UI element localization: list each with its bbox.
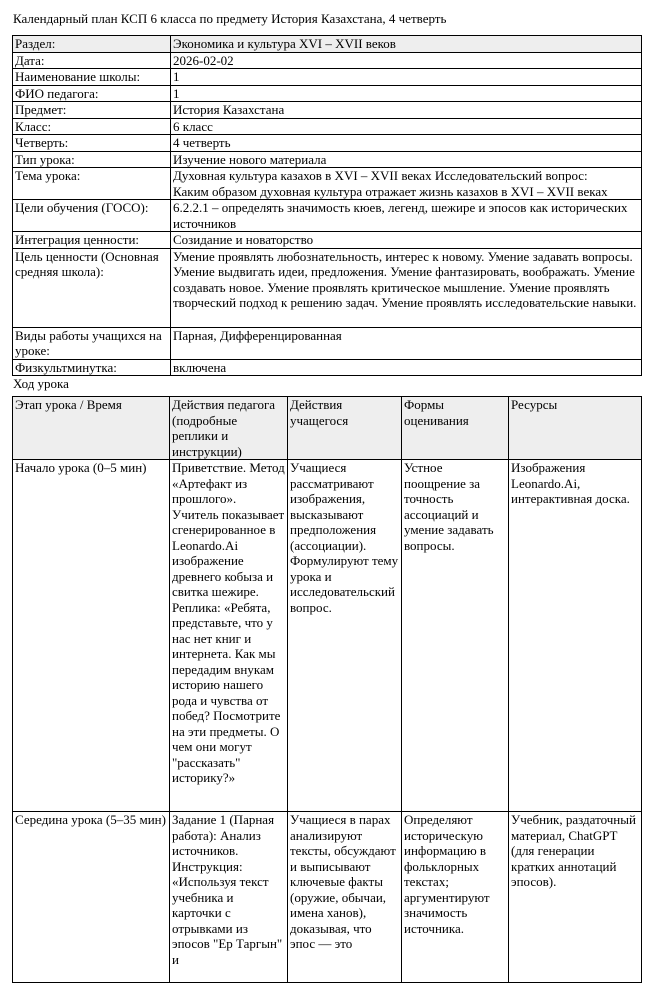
- info-row-quarter: [13, 135, 642, 152]
- resources-cell: Изображения Leonardo.Ai, интерактивная доска.: [509, 460, 642, 812]
- info-row-exercise-break: [13, 359, 642, 376]
- info-label: Интеграция ценности:: [13, 232, 171, 249]
- teacher-actions-cell: Приветствие. Метод «Артефакт из прошлого». Учитель показывает сгенерированное в Leonardo.Ai изображение древнего кобыза и свитка шежире. Реплика: «Ребята, представьте, что у нас нет книг и интернета. Как мы передадим внукам историю нашего рода и чувства от побед? Посмотрите на эти предметы. О чем они могут "рассказать" историку?»: [170, 460, 288, 812]
- info-value: Изучение нового материала: [171, 151, 642, 168]
- info-value: 6 класс: [171, 118, 642, 135]
- info-label: Дата:: [13, 52, 171, 69]
- info-value: 2026-02-02: [171, 52, 642, 69]
- info-value: Духовная культура казахов в XVI – XVII веках Исследовательский вопрос: Каким образом духовная культура отражает жизнь казахов в XVI – XVII веках: [171, 168, 642, 200]
- info-value: 4 четверть: [171, 135, 642, 152]
- assessment-cell: Устное поощрение за точность ассоциаций и умение задавать вопросы.: [402, 460, 509, 812]
- info-label: Тема урока:: [13, 168, 171, 200]
- info-label: Физкультминутка:: [13, 359, 171, 376]
- info-label: Раздел:: [13, 36, 171, 53]
- lesson-flow-table: [12, 396, 642, 983]
- info-value: Экономика и культура XVI – XVII веков: [171, 36, 642, 53]
- info-label: Предмет:: [13, 102, 171, 119]
- lesson-info-table: [12, 35, 642, 376]
- info-label: Тип урока:: [13, 151, 171, 168]
- student-actions-cell: Учащиеся в парах анализируют тексты, обсуждают и выписывают ключевые факты (оружие, обычаи, имена ханов), доказывая, что эпос — это: [288, 812, 402, 983]
- stage-cell: Середина урока (5–35 мин): [13, 812, 170, 983]
- info-row-date: [13, 52, 642, 69]
- info-label: Цели обучения (ГОСО):: [13, 200, 171, 232]
- info-value: включена: [171, 359, 642, 376]
- document-title: Календарный план КСП 6 класса по предмету История Казахстана, 4 четверть: [13, 11, 447, 26]
- column-header: Этап урока / Время: [13, 397, 170, 460]
- table-row: [13, 812, 642, 983]
- teacher-actions-cell: Задание 1 (Парная работа): Анализ источников. Инструкция: «Используя текст учебника и карточки с отрывками из эпосов "Ер Таргын" и: [170, 812, 288, 983]
- info-value: Умение проявлять любознательность, интерес к новому. Умение задавать вопросы. Умение выдвигать идеи, предложения. Умение фантазировать, воображать. Умение создавать новое. Умение проявлять критическое мышление. Умение проявлять творческий подход к решению задач. Умение проявлять исследовательские навыки.: [171, 248, 642, 327]
- info-label: Виды работы учащихся на уроке:: [13, 327, 171, 359]
- student-actions-cell: Учащиеся рассматривают изображения, высказывают предположения (ассоциации). Формулируют тему урока и исследовательский вопрос.: [288, 460, 402, 812]
- info-value: 6.2.2.1 – определять значимость кюев, легенд, шежире и эпосов как исторических источников: [171, 200, 642, 232]
- lesson-flow-heading: Ход урока: [13, 376, 69, 391]
- info-row-subject: [13, 102, 642, 119]
- info-value: 1: [171, 85, 642, 102]
- info-row-work-types: [13, 327, 642, 359]
- resources-cell: Учебник, раздаточный материал, ChatGPT (для генерации кратких аннотаций эпосов).: [509, 812, 642, 983]
- info-value: История Казахстана: [171, 102, 642, 119]
- info-value: 1: [171, 69, 642, 86]
- info-row-school: [13, 69, 642, 86]
- info-label: Цель ценности (Основная средняя школа):: [13, 248, 171, 327]
- table-row: [13, 460, 642, 812]
- info-row-grade: [13, 118, 642, 135]
- column-header: Действия педагога (подробные реплики и инструкции): [170, 397, 288, 460]
- column-header: Ресурсы: [509, 397, 642, 460]
- column-header: Действия учащегося: [288, 397, 402, 460]
- info-row-section: [13, 36, 642, 53]
- info-row-value-integration: [13, 232, 642, 249]
- lesson-flow-header-row: [13, 397, 642, 460]
- info-row-objectives: [13, 200, 642, 232]
- info-label: Наименование школы:: [13, 69, 171, 86]
- info-row-value-goal: [13, 248, 642, 327]
- info-row-teacher: [13, 85, 642, 102]
- info-label: Четверть:: [13, 135, 171, 152]
- info-label: ФИО педагога:: [13, 85, 171, 102]
- column-header: Формы оценивания: [402, 397, 509, 460]
- info-value: Созидание и новаторство: [171, 232, 642, 249]
- stage-cell: Начало урока (0–5 мин): [13, 460, 170, 812]
- info-label: Класс:: [13, 118, 171, 135]
- info-value: Парная, Дифференцированная: [171, 327, 642, 359]
- info-row-topic: [13, 168, 642, 200]
- assessment-cell: Определяют историческую информацию в фольклорных текстах; аргументируют значимость источника.: [402, 812, 509, 983]
- info-row-lesson-type: [13, 151, 642, 168]
